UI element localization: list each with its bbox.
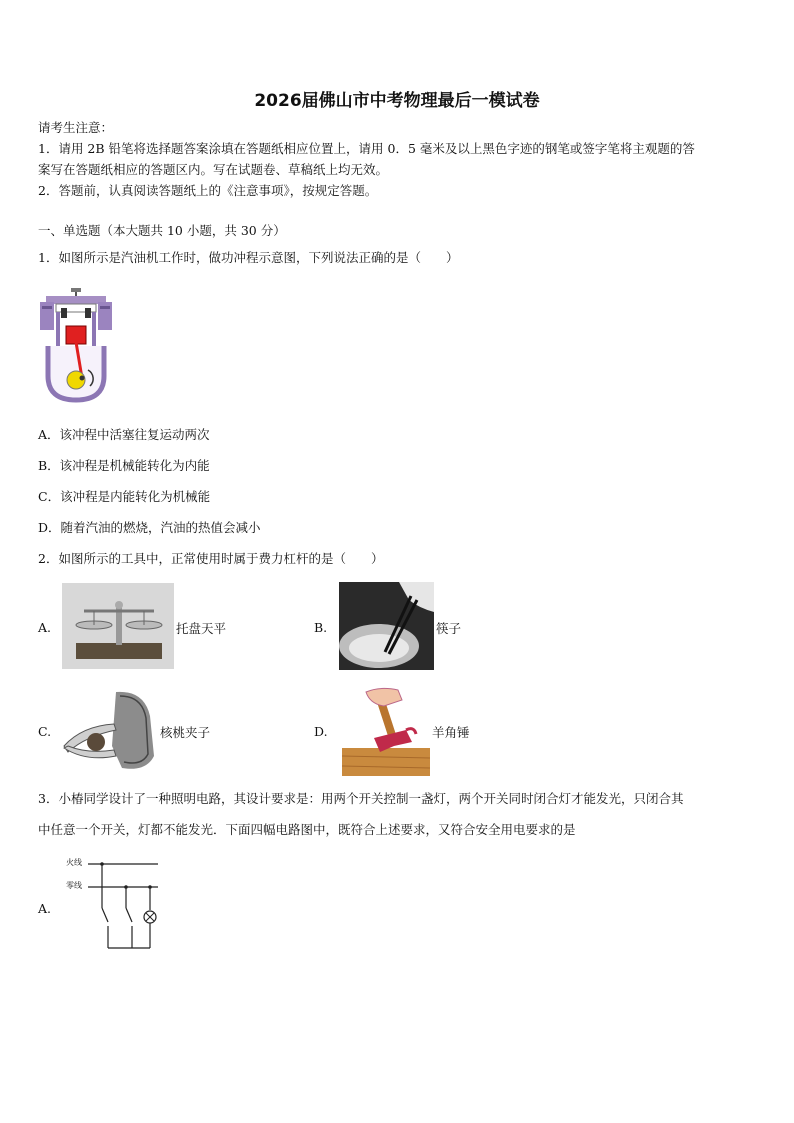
- notice-line-1b: 案写在答题纸相应的答题区内。写在试题卷、草稿纸上均无效。: [38, 162, 389, 177]
- q3-option-a-letter: A.: [38, 901, 52, 916]
- q2-option-b-letter: B.: [314, 620, 328, 635]
- q2-option-a-label: 托盘天平: [176, 621, 227, 636]
- q1-option-c: C．该冲程是内能转化为机械能: [38, 489, 211, 504]
- circuit-diagram-a: [88, 860, 162, 952]
- q2-option-c-letter: C.: [38, 724, 52, 739]
- section-heading: 一、单选题（本大题共 10 小题，共 30 分）: [38, 223, 286, 238]
- balance-scale-photo: [62, 583, 174, 669]
- nutcracker-photo: [62, 686, 158, 774]
- q2-option-d-label: 羊角锤: [432, 725, 470, 740]
- engine-stroke-figure: [38, 286, 114, 406]
- question-3-stem-line-2: 中任意一个开关，灯都不能发光．下面四幅电路图中，既符合上述要求，又符合安全用电要求的是: [38, 822, 576, 837]
- question-2-stem: 2．如图所示的工具中，正常使用时属于费力杠杆的是（ ）: [38, 551, 384, 566]
- q1-option-b: B．该冲程是机械能转化为内能: [38, 458, 210, 473]
- q2-option-d-letter: D.: [314, 724, 328, 739]
- live-wire-label: 火线: [66, 858, 82, 867]
- q2-option-c-label: 核桃夹子: [160, 725, 211, 740]
- question-3-stem-line-1: 3．小椿同学设计了一种照明电路，其设计要求是：用两个开关控制一盏灯，两个开关同时闭合灯才能发光，只闭合其: [38, 791, 684, 806]
- page-title: 2026届佛山市中考物理最后一模试卷: [254, 91, 540, 111]
- question-1-stem: 1．如图所示是汽油机工作时，做功冲程示意图，下列说法正确的是（ ）: [38, 250, 459, 265]
- neutral-wire-label: 零线: [66, 881, 82, 890]
- notice-line-2: 2．答题前，认真阅读答题纸上的《注意事项》，按规定答题。: [38, 183, 378, 198]
- q2-option-a-letter: A.: [38, 620, 52, 635]
- q2-option-b-label: 筷子: [436, 621, 462, 636]
- notice-line-1a: 1．请用 2B 铅笔将选择题答案涂填在答题纸相应位置上，请用 0．5 毫米及以上黑色字迹的钢笔或签字笔将主观题的答: [38, 141, 695, 156]
- claw-hammer-picture: [340, 686, 432, 778]
- chopsticks-photo: [339, 582, 434, 670]
- q1-option-d: D．随着汽油的燃烧，汽油的热值会减小: [38, 520, 261, 535]
- notice-heading: 请考生注意：: [38, 120, 114, 135]
- q1-option-a: A．该冲程中活塞往复运动两次: [38, 427, 210, 442]
